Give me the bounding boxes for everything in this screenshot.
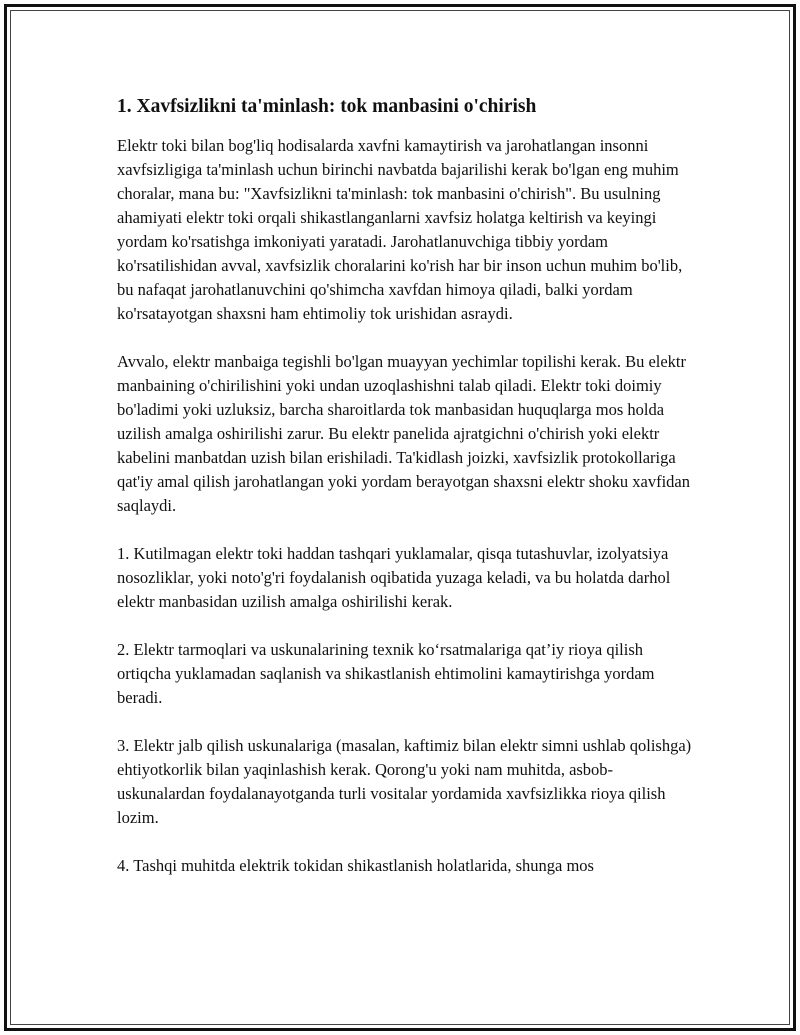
list-item-3: 3. Elektr jalb qilish uskunalariga (masalan, kaftimiz bilan elektr simni ushlab qolishga) ehtiyotkorlik bilan yaqinlashish kerak. Qorong'u yoki nam muhitda, asbob-uskunalardan foydalanayotganda turli vositalar yordamida xavfsizlikka rioya qilish lozim.	[117, 736, 692, 827]
list-item-1: 1. Kutilmagan elektr toki haddan tashqari yuklamalar, qisqa tutashuvlar, izolyatsiya nosozliklar, yoki noto'g'ri foydalanish oqibatida yuzaga keladi, va bu holatda darhol elektr manbasidan uzilish amalga oshirilishi kerak.	[117, 544, 671, 611]
paragraph-power-source: Avvalo, elektr manbaiga tegishli bo'lgan muayyan yechimlar topilishi kerak. Bu elektr manbaining o'chirilishini yoki undan uzoqlashishni talab qiladi. Elektr toki doimiy bo'ladimi yoki uzluksiz, barcha sharoitlarda tok manbasidan huquqlarga mos holda uzilish amalga oshirilishi zarur. Bu elektr panelida ajratgichni o'chirish yoki elektr kabelini manbatdan uzish bilan erishiladi. Ta'kidlash joizki, xavfsizlik protokollariga qat'iy amal qilish jarohatlangan yoki yordam berayotgan shaxsni elektr shoku xavfidan saqlaydi.	[117, 352, 690, 515]
paragraph-intro: Elektr toki bilan bog'liq hodisalarda xavfni kamaytirish va jarohatlangan insonni xavfsizligiga ta'minlash uchun birinchi navbatda bajarilishi kerak bo'lgan eng muhim choralar, mana bu: "Xavfsizlikni ta'minlash: tok manbasini o'chirish". Bu usulning ahamiyati elektr toki orqali shikastlanganlarni xavfsiz holatga keltirish va keyingi yordam ko'rsatishga imkoniyati yaratadi. Jarohatlanuvchiga tibbiy yordam ko'rsatilishidan avval, xavfsizlik choralarini ko'rish har bir inson uchun muhim bo'lib, bu nafaqat jarohatlanuvchini qo'shimcha xavfdan himoya qiladi, balki yordam ko'rsatayotgan shaxsni ham ehtimoliy tok urishidan asraydi.	[117, 136, 683, 323]
list-item-4: 4. Tashqi muhitda elektrik tokidan shikastlanish holatlarida, shunga mos	[117, 856, 594, 875]
section-heading: 1. Xavfsizlikni ta'minlash: tok manbasini o'chirish	[117, 96, 537, 117]
list-item-2: 2. Elektr tarmoqlari va uskunalarining texnik ko‘rsatmalariga qat’iy rioya qilish ortiqcha yuklamadan saqlanish va shikastlanish ehtimolini kamaytirishga yordam beradi.	[117, 640, 655, 707]
document-body	[117, 92, 697, 902]
